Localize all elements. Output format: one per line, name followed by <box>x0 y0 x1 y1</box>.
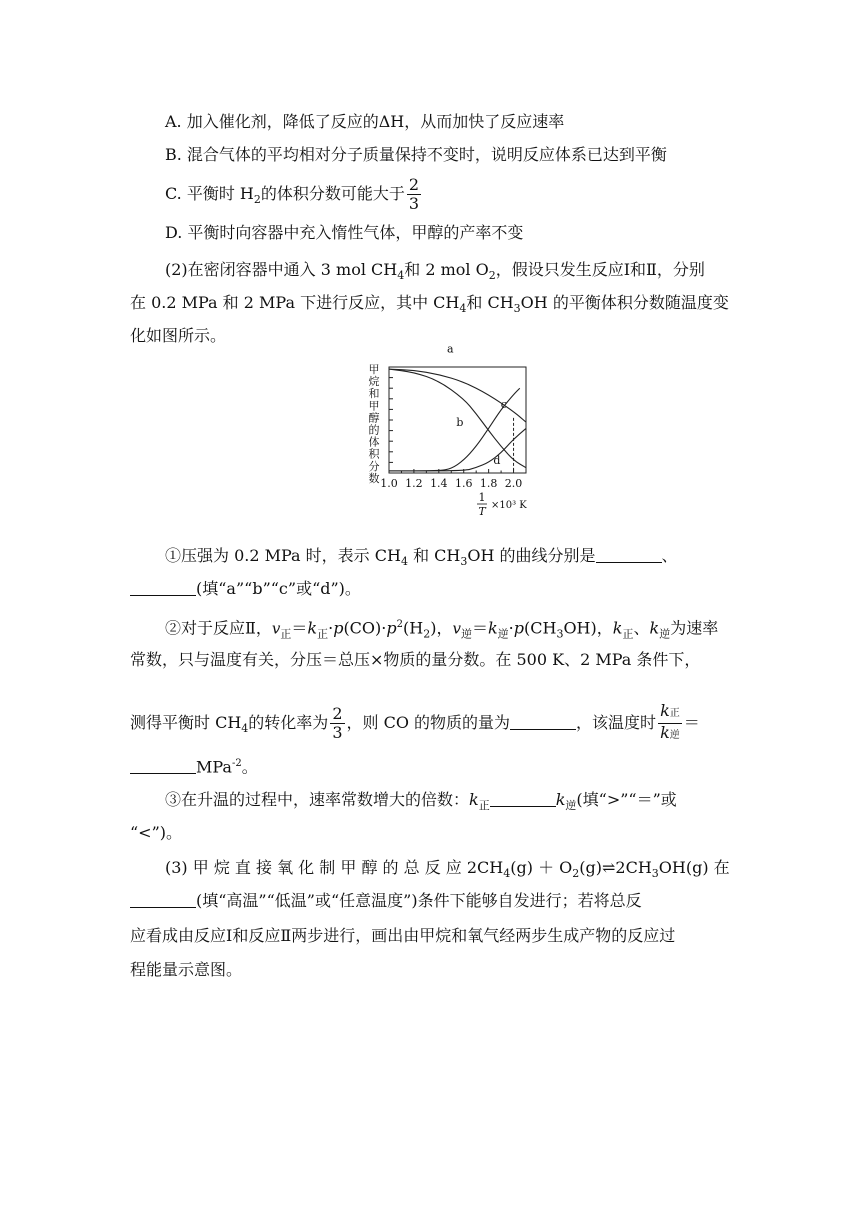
q2-2-line-2: 常数，只与温度有关，分压＝总压×物质的量分数。在 500 K、2 MPa 条件下， <box>130 650 701 669</box>
answer-blank-4[interactable] <box>130 757 196 774</box>
series-label-b: b <box>456 416 464 430</box>
q2-1-line-2: (填“a”“b”“c”或“d”)。 <box>130 578 361 600</box>
answer-blank-1[interactable] <box>596 546 662 563</box>
fraction-two-thirds: $\frac{2}{3}$ <box>408 175 420 213</box>
chart-ylabel <box>369 363 381 485</box>
option-d: D. 平衡时向容器中充入惰性气体，甲醇的产率不变 <box>165 223 524 242</box>
x-tick-label: 1.8 <box>479 477 498 490</box>
answer-blank-6[interactable] <box>130 891 196 908</box>
answer-blank-2[interactable] <box>130 579 196 596</box>
ylabel-char: 和 <box>368 387 380 401</box>
q2-line-1: (2)在密闭容器中通入 3 mol $CH_4$和 2 mol $O_2$，假设只发生反应Ⅰ和Ⅱ，分别 <box>165 260 705 283</box>
q2-2-line-4: MPa$^{-2}$。 <box>130 753 258 778</box>
chart-svg <box>358 342 538 525</box>
option-c: C. 平衡时 $H_2$的体积分数可能大于 $\frac{2}{3}$ <box>165 175 420 213</box>
q2-3-line-2: “<”)。 <box>130 823 183 842</box>
option-b: B. 混合气体的平均相对分子质量保持不变时，说明反应体系已达到平衡 <box>165 145 667 164</box>
ylabel-char: 烷 <box>368 375 380 389</box>
x-tick-label: 1.2 <box>405 477 423 490</box>
ylabel-char: 体 <box>368 435 380 449</box>
series-label-c: c <box>500 398 507 412</box>
x-ticks <box>380 469 522 490</box>
xlabel-denominator: T <box>478 505 486 518</box>
q2-line-2: 在 0.2 MPa 和 2 MPa 下进行反应，其中 $CH_4$和 $CH_3OH$ 的平衡体积分数随温度变 <box>130 293 729 316</box>
q3-line-1: (3) 甲 烷 直 接 氧 化 制 甲 醇 的 总 反 应 $2CH_4(g)$ ＋ $O_2(g)\rightleftharpoons 2CH_3OH(g)$ 在 <box>165 858 730 881</box>
answer-blank-5[interactable] <box>490 790 556 807</box>
ylabel-char: 积 <box>368 447 380 461</box>
x-tick-label: 1.6 <box>454 477 473 490</box>
xlabel-numerator: 1 <box>478 491 486 504</box>
series-label-d: d <box>493 453 501 467</box>
ylabel-char: 醇 <box>368 411 380 425</box>
series-line-a <box>389 369 526 422</box>
q2-line-3: 化如图所示。 <box>130 326 227 345</box>
k-ratio-fraction: $\frac{\text{k正}}{\text{k逆}}$ <box>660 701 680 742</box>
ylabel-char: 的 <box>368 423 380 437</box>
q2-2-line-3: 测得平衡时 $CH_4$的转化率为 $\frac{2}{3}$ ，则 CO 的物质的量为 ，该温度时 $\frac{\text{k正}}{\text{k逆}}$ ＝ <box>130 702 700 745</box>
xlabel-unit: ×10³ K <box>491 500 527 511</box>
equilibrium-chart <box>358 342 538 525</box>
x-tick-label: 1.4 <box>430 477 448 490</box>
fraction-two-thirds-2: $\frac{2}{3}$ <box>332 704 343 742</box>
ylabel-char: 分 <box>368 459 380 473</box>
y-ticks <box>389 378 393 463</box>
chart-xlabel <box>477 491 527 518</box>
q3-line-4: 程能量示意图。 <box>130 960 243 979</box>
q2-1-line-1: ①压强为 0.2 MPa 时，表示 $CH_4$ 和 $CH_3OH$ 的曲线分别是 、 <box>165 546 678 569</box>
x-tick-label: 1.0 <box>380 477 398 490</box>
x-tick-label: 2.0 <box>504 477 523 490</box>
answer-blank-3[interactable] <box>510 713 576 730</box>
ylabel-char: 数 <box>368 471 380 485</box>
ylabel-char: 甲 <box>368 363 380 376</box>
q3-line-3: 应看成由反应Ⅰ和反应Ⅱ两步进行，画出由甲烷和氧气经两步生成产物的反应过 <box>130 926 676 945</box>
series-group <box>389 342 526 471</box>
series-label-a: a <box>447 342 454 356</box>
q2-2-line-1: ②对于反应Ⅱ，$v_正=k_正\cdot p(CO)\cdot p^2(H_2)$，$v_逆=k_逆\cdot p(CH_3OH)$，$k_正$、$k_逆$为速率 <box>165 618 719 641</box>
option-a: A. 加入催化剂，降低了反应的ΔH，从而加快了反应速率 <box>165 112 565 131</box>
q3-line-2: (填“高温”“低温”或“任意温度”)条件下能够自发进行；若将总反 <box>130 890 642 912</box>
ylabel-char: 甲 <box>368 399 380 413</box>
q2-3-line-1: ③在升温的过程中，速率常数增大的倍数：$k_正$ $k_逆$(填“>”“＝”或 <box>165 790 677 813</box>
